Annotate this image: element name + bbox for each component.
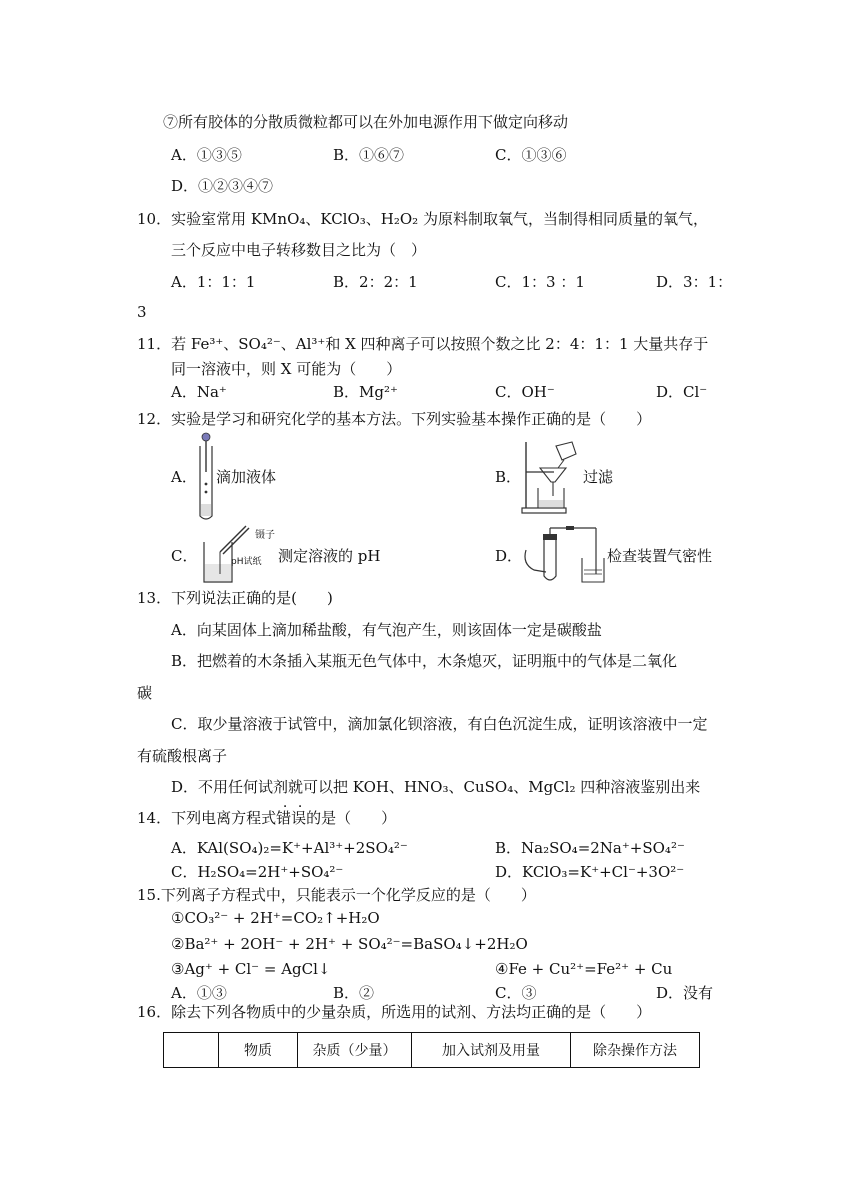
q15-equation-2: ②Ba²⁺ + 2OH⁻ + 2H⁺ + SO₄²⁻=BaSO₄↓+2H₂O [171,935,528,953]
q12-option-b-label: B． [495,468,522,486]
q12-option-d-text: 检查装置气密性 [607,547,713,565]
q14-option-d: D．KClO₃=K⁺+Cl⁻+3O²⁻ [495,863,685,881]
q11-option-d: D．Cl⁻ [656,383,708,401]
q14-stem-end: 的是（ ） [306,809,397,827]
q15-option-a: A．①③ [171,984,227,1002]
q9-option-b: B．①⑥⑦ [333,146,405,164]
q11-option-a: A．Na⁺ [171,383,227,401]
airtightness-check-figure [520,524,606,586]
q11-option-b: B．Mg²⁺ [333,383,398,401]
q14-option-c: C．H₂SO₄=2H⁺+SO₄²⁻ [171,863,344,881]
q9-item-7: ⑦所有胶体的分散质微粒都可以在外加电源作用下做定向移动 [163,113,569,131]
filtration-figure [518,438,578,514]
q10-option-a: A．1：1：1 [171,273,256,291]
q12-stem: 12．实验是学习和研究化学的基本方法。下列实验基本操作正确的是（ ） [137,410,652,428]
q12-option-a-text: 滴加液体 [216,468,277,486]
q9-option-c: C．①③⑥ [495,146,567,164]
q10-option-b: B．2：2：1 [333,273,418,291]
q10-stem-line1: 10．实验室常用 KMnO₄、KClO₃、H₂O₂ 为原料制取氧气，当制得相同质量的氧气， [137,210,708,228]
tweezers-label: 镊子 [255,530,275,541]
q12-option-b-text: 过滤 [583,468,614,486]
q13-option-b-line2: 碳 [137,684,153,702]
q9-option-d: D．①②③④⑦ [171,177,274,195]
table-header-cell: 加入试剂及用量 [412,1033,571,1068]
q14-option-b: B．Na₂SO₄=2Na⁺+SO₄²⁻ [495,839,685,857]
table-header-cell: 除杂操作方法 [571,1033,700,1068]
q13-option-a: A．向某固体上滴加稀盐酸，有气泡产生，则该固体一定是碳酸盐 [171,621,602,639]
q15-stem: 15.下列离子方程式中，只能表示一个化学反应的是（ ） [137,886,536,904]
dropper-test-tube-figure [194,432,218,522]
q12-option-a-label: A． [171,468,197,486]
q15-option-c: C．③ [495,984,537,1002]
q14-option-a: A．KAl(SO₄)₂=K⁺+Al³⁺+2SO₄²⁻ [171,839,408,857]
q10-stem-line2: 三个反应中电子转移数目之比为（ ） [171,241,427,259]
q10-option-c: C．1：3 ：1 [495,273,585,291]
q16-table [163,1032,700,1068]
q16-stem: 16．除去下列各物质中的少量杂质，所选用的试剂、方法均正确的是（ ） [137,1003,652,1021]
table-header-cell [164,1033,219,1068]
q11-stem-line2: 同一溶液中，则 X 可能为（ ） [171,360,402,378]
q14-emphasis-char-1: 错 [276,809,292,827]
q9-option-a: A．①③⑤ [171,146,242,164]
q13-option-b-line1: B．把燃着的木条插入某瓶无色气体中，木条熄灭，证明瓶中的气体是二氧化 [171,652,678,670]
table-header-row [164,1033,700,1068]
ph-paper-label: pH试纸 [231,557,262,567]
q12-option-d-label: D． [495,547,523,565]
q11-option-c: C．OH⁻ [495,383,555,401]
q14-stem-start: 14．下列电离方程式 [137,809,277,827]
q14-stem [137,808,396,828]
q13-option-c-line1: C．取少量溶液于试管中，滴加氯化钡溶液，有白色沉淀生成，证明该溶液中一定 [171,715,708,733]
q12-option-c-text: 测定溶液的 pH [278,547,381,565]
q15-equation-1: ①CO₃²⁻ + 2H⁺=CO₂↑+H₂O [171,909,380,927]
table-header-cell: 物质 [219,1033,298,1068]
q15-option-b: B．② [333,984,375,1002]
q14-emphasis-char-2: 误 [291,809,307,827]
q15-equation-4: ④Fe + Cu²⁺=Fe²⁺ + Cu [495,960,673,978]
q15-option-d: D．没有 [656,984,714,1002]
q10-option-d: D．3：1： [656,273,733,291]
q13-option-d: D．不用任何试剂就可以把 KOH、HNO₃、CuSO₄、MgCl₂ 四种溶液鉴别出来 [171,778,701,796]
q12-option-c-label: C． [171,547,198,565]
q13-stem: 13．下列说法正确的是( ) [137,589,333,607]
q11-stem-line1: 11．若 Fe³⁺、SO₄²⁻、Al³⁺和 X 四种离子可以按照个数之比 2：4：1：1 大量共存于 [137,335,709,353]
q15-equation-3: ③Ag⁺ + Cl⁻ = AgCl↓ [171,960,331,978]
q10-option-d-wrap: 3 [137,303,147,321]
q13-option-c-line2: 有硫酸根离子 [137,747,228,765]
table-header-cell: 杂质（少量） [298,1033,412,1068]
